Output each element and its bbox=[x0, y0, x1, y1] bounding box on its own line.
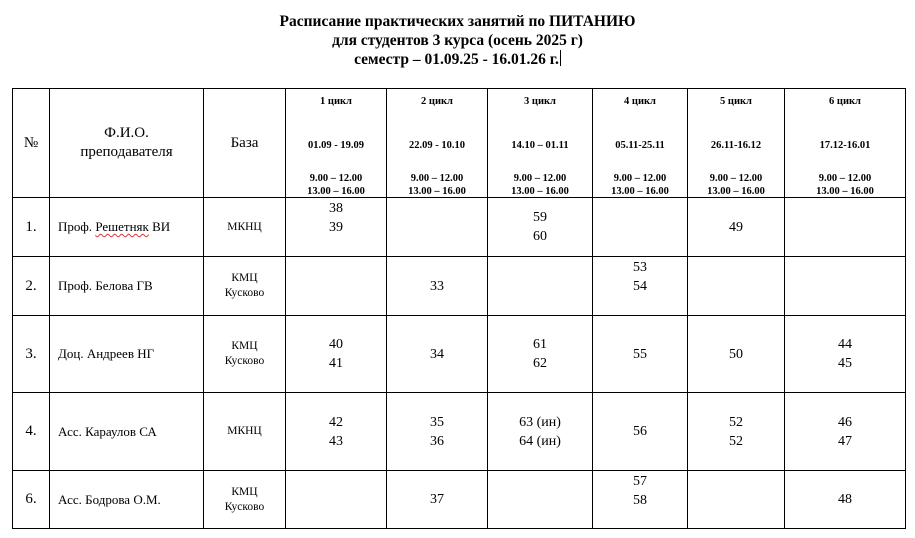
cycle-cell bbox=[688, 257, 785, 316]
document-title bbox=[0, 12, 915, 69]
cycle-cell: 56 bbox=[593, 393, 688, 471]
cycle-cell: 34 bbox=[387, 316, 488, 393]
cycle-cell: 38 39 bbox=[286, 198, 387, 257]
row-num: 2. bbox=[13, 257, 50, 316]
cycle-cell: 42 43 bbox=[286, 393, 387, 471]
cycle-cell: 57 58 bbox=[593, 471, 688, 529]
title-line-3: семестр – 01.09.25 - 16.01.26 г. bbox=[354, 51, 559, 68]
cycle-cell bbox=[593, 198, 688, 257]
header-cycle-5: 5 цикл 26.11-16.12 9.00 – 12.00 13.00 – 16.00 bbox=[688, 89, 785, 198]
cycle-cell: 55 bbox=[593, 316, 688, 393]
cycle-cell: 37 bbox=[387, 471, 488, 529]
teacher-name: Проф. Решетняк ВИ bbox=[50, 198, 204, 257]
table-row bbox=[13, 471, 906, 529]
base-cell: КМЦ Кусково bbox=[204, 316, 286, 393]
teacher-name: Асс. Караулов СА bbox=[50, 393, 204, 471]
row-num: 3. bbox=[13, 316, 50, 393]
cycle-cell: 48 bbox=[785, 471, 906, 529]
base-cell: КМЦ Кусково bbox=[204, 471, 286, 529]
cycle-cell bbox=[488, 257, 593, 316]
cycle-cell: 63 (ин) 64 (ин) bbox=[488, 393, 593, 471]
header-base: База bbox=[204, 89, 286, 198]
schedule-table bbox=[12, 88, 906, 529]
teacher-name: Проф. Белова ГВ bbox=[50, 257, 204, 316]
row-num: 6. bbox=[13, 471, 50, 529]
header-cycle-3: 3 цикл 14.10 – 01.11 9.00 – 12.00 13.00 – 16.00 bbox=[488, 89, 593, 198]
cycle-cell: 49 bbox=[688, 198, 785, 257]
cycle-cell: 59 60 bbox=[488, 198, 593, 257]
row-num: 4. bbox=[13, 393, 50, 471]
table-row bbox=[13, 393, 906, 471]
cycle-cell: 35 36 bbox=[387, 393, 488, 471]
cycle-cell: 44 45 bbox=[785, 316, 906, 393]
table-row bbox=[13, 257, 906, 316]
header-cycle-6: 6 цикл 17.12-16.01 9.00 – 12.00 13.00 – 16.00 bbox=[785, 89, 906, 198]
base-cell: КМЦ Кусково bbox=[204, 257, 286, 316]
cycle-cell bbox=[688, 471, 785, 529]
cycle-cell bbox=[286, 257, 387, 316]
cycle-cell: 40 41 bbox=[286, 316, 387, 393]
cycle-cell bbox=[488, 471, 593, 529]
header-cycle-1: 1 цикл 01.09 - 19.09 9.00 – 12.00 13.00 – 16.00 bbox=[286, 89, 387, 198]
cycle-cell: 52 52 bbox=[688, 393, 785, 471]
header-cycle-4: 4 цикл 05.11-25.11 9.00 – 12.00 13.00 – 16.00 bbox=[593, 89, 688, 198]
cycle-cell: 33 bbox=[387, 257, 488, 316]
teacher-name: Асс. Бодрова О.М. bbox=[50, 471, 204, 529]
cycle-cell bbox=[785, 257, 906, 316]
cycle-cell: 61 62 bbox=[488, 316, 593, 393]
title-line-2: для студентов 3 курса (осень 2025 г) bbox=[332, 32, 583, 49]
cycle-cell bbox=[785, 198, 906, 257]
table-row bbox=[13, 316, 906, 393]
header-fio: Ф.И.О. преподавателя bbox=[50, 89, 204, 198]
header-row bbox=[13, 89, 906, 198]
base-cell: МКНЦ bbox=[204, 393, 286, 471]
header-num: № bbox=[13, 89, 50, 198]
row-num: 1. bbox=[13, 198, 50, 257]
cycle-cell bbox=[387, 198, 488, 257]
teacher-name: Доц. Андреев НГ bbox=[50, 316, 204, 393]
base-cell: МКНЦ bbox=[204, 198, 286, 257]
title-line-1: Расписание практических занятий по ПИТАНИЮ bbox=[279, 13, 636, 30]
header-cycle-2: 2 цикл 22.09 - 10.10 9.00 – 12.00 13.00 – 16.00 bbox=[387, 89, 488, 198]
cycle-cell: 50 bbox=[688, 316, 785, 393]
table-row bbox=[13, 198, 906, 257]
cycle-cell: 53 54 bbox=[593, 257, 688, 316]
cycle-cell bbox=[286, 471, 387, 529]
cycle-cell: 46 47 bbox=[785, 393, 906, 471]
text-cursor bbox=[560, 50, 561, 66]
